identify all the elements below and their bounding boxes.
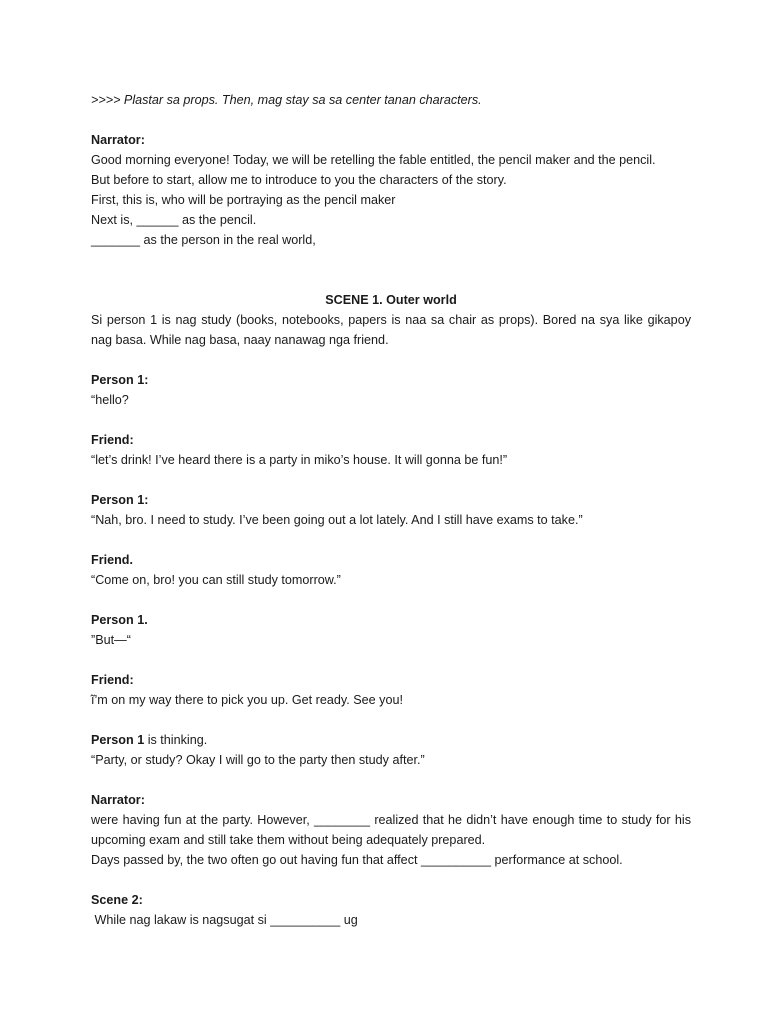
dialogue-text: ”But—“ <box>91 633 131 647</box>
dialogue-speaker: Friend: <box>91 673 134 687</box>
narrator-line: Good morning everyone! Today, we will be retelling the fable entitled, the pencil maker and the pencil. <box>91 153 656 167</box>
narrator-line: _______ as the person in the real world, <box>91 233 316 247</box>
scene-1-title: SCENE 1. Outer world <box>325 293 457 307</box>
narrator-2-speaker: Narrator: <box>91 793 145 807</box>
scene-2-text: While nag lakaw is nagsugat si __________ ug <box>91 913 358 927</box>
thinking-text: “Party, or study? Okay I will go to the party then study after.” <box>91 753 425 767</box>
narrator-line: First, this is, who will be portraying as the pencil maker <box>91 193 396 207</box>
dialogue-text: “let’s drink! I’ve heard there is a party in miko’s house. It will gonna be fun!” <box>91 453 508 467</box>
scene-1-description: Si person 1 is nag study (books, notebooks, papers is naa sa chair as props). Bored na sya like gikapoy nag basa. While nag basa, naay nanawag nga friend. <box>91 313 691 347</box>
document-page <box>91 90 691 930</box>
stage-direction: >>>> Plastar sa props. Then, mag stay sa sa center tanan characters. <box>91 93 482 107</box>
thinking-action: is thinking. <box>144 733 208 747</box>
thinking-line <box>91 730 691 750</box>
dialogue-text: “hello? <box>91 393 129 407</box>
dialogue-speaker: Person 1: <box>91 493 149 507</box>
dialogue-speaker: Friend. <box>91 553 133 567</box>
dialogue-text: “Nah, bro. I need to study. I’ve been going out a lot lately. And I still have exams to take.” <box>91 513 583 527</box>
dialogue-speaker: Person 1: <box>91 373 149 387</box>
dialogue-text: “Come on, bro! you can still study tomorrow.” <box>91 573 341 587</box>
scene-2-title: Scene 2: <box>91 893 143 907</box>
narrator-line: Next is, ______ as the pencil. <box>91 213 257 227</box>
dialogue-speaker: Person 1. <box>91 613 148 627</box>
dialogue-text: ĩ’m on my way there to pick you up. Get ready. See you! <box>91 693 403 707</box>
narrator-line: But before to start, allow me to introduce to you the characters of the story. <box>91 173 507 187</box>
dialogue-speaker: Friend: <box>91 433 134 447</box>
thinking-speaker: Person 1 <box>91 733 145 747</box>
narrator-2-line: Days passed by, the two often go out having fun that affect __________ performance at school. <box>91 853 623 867</box>
narrator-speaker: Narrator: <box>91 133 145 147</box>
narrator-2-paragraph: were having fun at the party. However, ________ realized that he didn’t have enough time to study for his upcoming exam and still take them without being adequately prepared. <box>91 813 691 847</box>
